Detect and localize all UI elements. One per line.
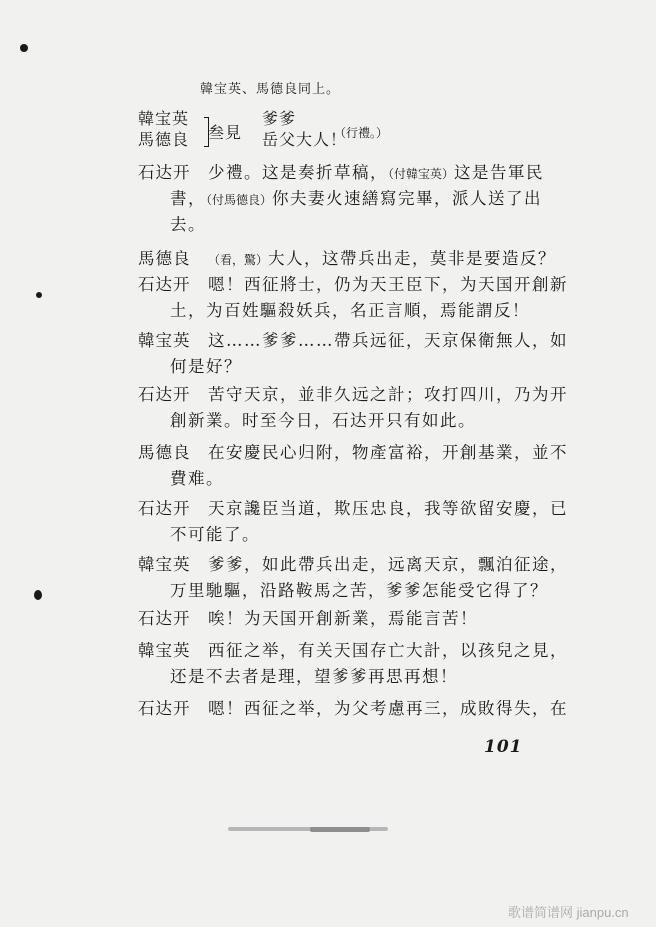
dialogue-note: （付韓宝英） [388, 167, 455, 181]
dialogue-text: 書， [170, 189, 206, 208]
speaker-name: 石达开 [138, 499, 191, 518]
dialogue-line: 費难。 [170, 469, 224, 488]
speaker-name: 馬德良 [138, 249, 191, 268]
speaker-name: 韓宝英 [138, 331, 191, 350]
dual-speaker-names [138, 108, 189, 150]
dialogue-line: 嗯！西征之举，为父考慮再三，成敗得失，在 [208, 699, 568, 718]
watermark: 歌谱简谱网 jianpu.cn [508, 905, 629, 920]
print-smudge-dark [310, 827, 370, 832]
dialogue-line [208, 162, 544, 185]
dialogue-text: 少禮。这是奏折草稿， [208, 163, 388, 182]
speaker-name: 石达开 [138, 163, 191, 182]
speaker-name: 石达开 [138, 385, 191, 404]
dialogue-text: 这是告軍民 [454, 163, 545, 182]
margin-mark-middle [36, 292, 42, 298]
dialogue-line: 西征之举，有关天国存亡大計，以孩兒之見， [208, 641, 568, 660]
dual-address-2: 岳父大人！ [262, 130, 348, 149]
speaker-name: 石达开 [138, 699, 191, 718]
dialogue-line: 創新業。时至今日，石达开只有如此。 [170, 411, 476, 430]
page-number: 101 [484, 737, 523, 757]
dialogue-line: 这……爹爹……帶兵远征，天京保衛無人，如 [208, 331, 568, 350]
dialogue-line: 万里馳驅，沿路鞍馬之苦，爹爹怎能受它得了？ [170, 581, 548, 600]
speaker-name: 石达开 [138, 609, 191, 628]
dialogue-line: 天京讒臣当道，欺压忠良，我等欲留安慶，已 [208, 499, 568, 518]
dialogue-line [208, 248, 556, 271]
dual-speaker-2: 馬德良 [138, 130, 190, 149]
dialogue-text: 大人，这帶兵出走，莫非是要造反？ [268, 249, 557, 268]
dialogue-line: 何是好？ [170, 357, 242, 376]
speaker-name: 石达开 [138, 275, 191, 294]
speaker-name: 馬德良 [138, 443, 191, 462]
dialogue-line: 不可能了。 [170, 525, 260, 544]
dialogue-line: 唉！为天国开創新業，焉能言苦！ [208, 609, 478, 628]
dialogue-line: 去。 [170, 215, 206, 234]
margin-mark-lower [34, 590, 42, 600]
dual-speaker-1: 韓宝英 [138, 109, 190, 128]
speaker-name: 韓宝英 [138, 641, 191, 660]
dual-verb: 叁見 [208, 123, 243, 142]
dialogue-line: 嗯！西征將士，仍为天王臣下，为天国开創新 [208, 275, 568, 294]
dialogue-line: 土，为百姓驅殺妖兵，名正言順，焉能謂反！ [170, 301, 530, 320]
dual-address-1: 爹爹 [262, 109, 297, 128]
dialogue-line [170, 188, 542, 211]
dual-note: （行禮。） [334, 126, 389, 140]
dialogue-line: 在安慶民心归附，物產富裕，开創基業，並不 [208, 443, 568, 462]
dialogue-line: 还是不去者是理，望爹爹再思再想！ [170, 667, 458, 686]
dialogue-note: （看，驚） [208, 253, 269, 267]
margin-mark-top [20, 44, 28, 52]
dialogue-note: （付馬德良） [206, 193, 273, 207]
speaker-name: 韓宝英 [138, 555, 191, 574]
dialogue-line: 苦守天京，並非久远之計；攻打四川，乃为开 [208, 385, 568, 404]
dual-speech [138, 108, 558, 154]
dialogue-line: 爹爹，如此帶兵出走，远离天京，飄泊征途， [208, 555, 568, 574]
dialogue-text: 你夫妻火速繕寫完畢，派人送了出 [272, 189, 543, 208]
stage-direction: 韓宝英、馬德良同上。 [200, 82, 341, 97]
